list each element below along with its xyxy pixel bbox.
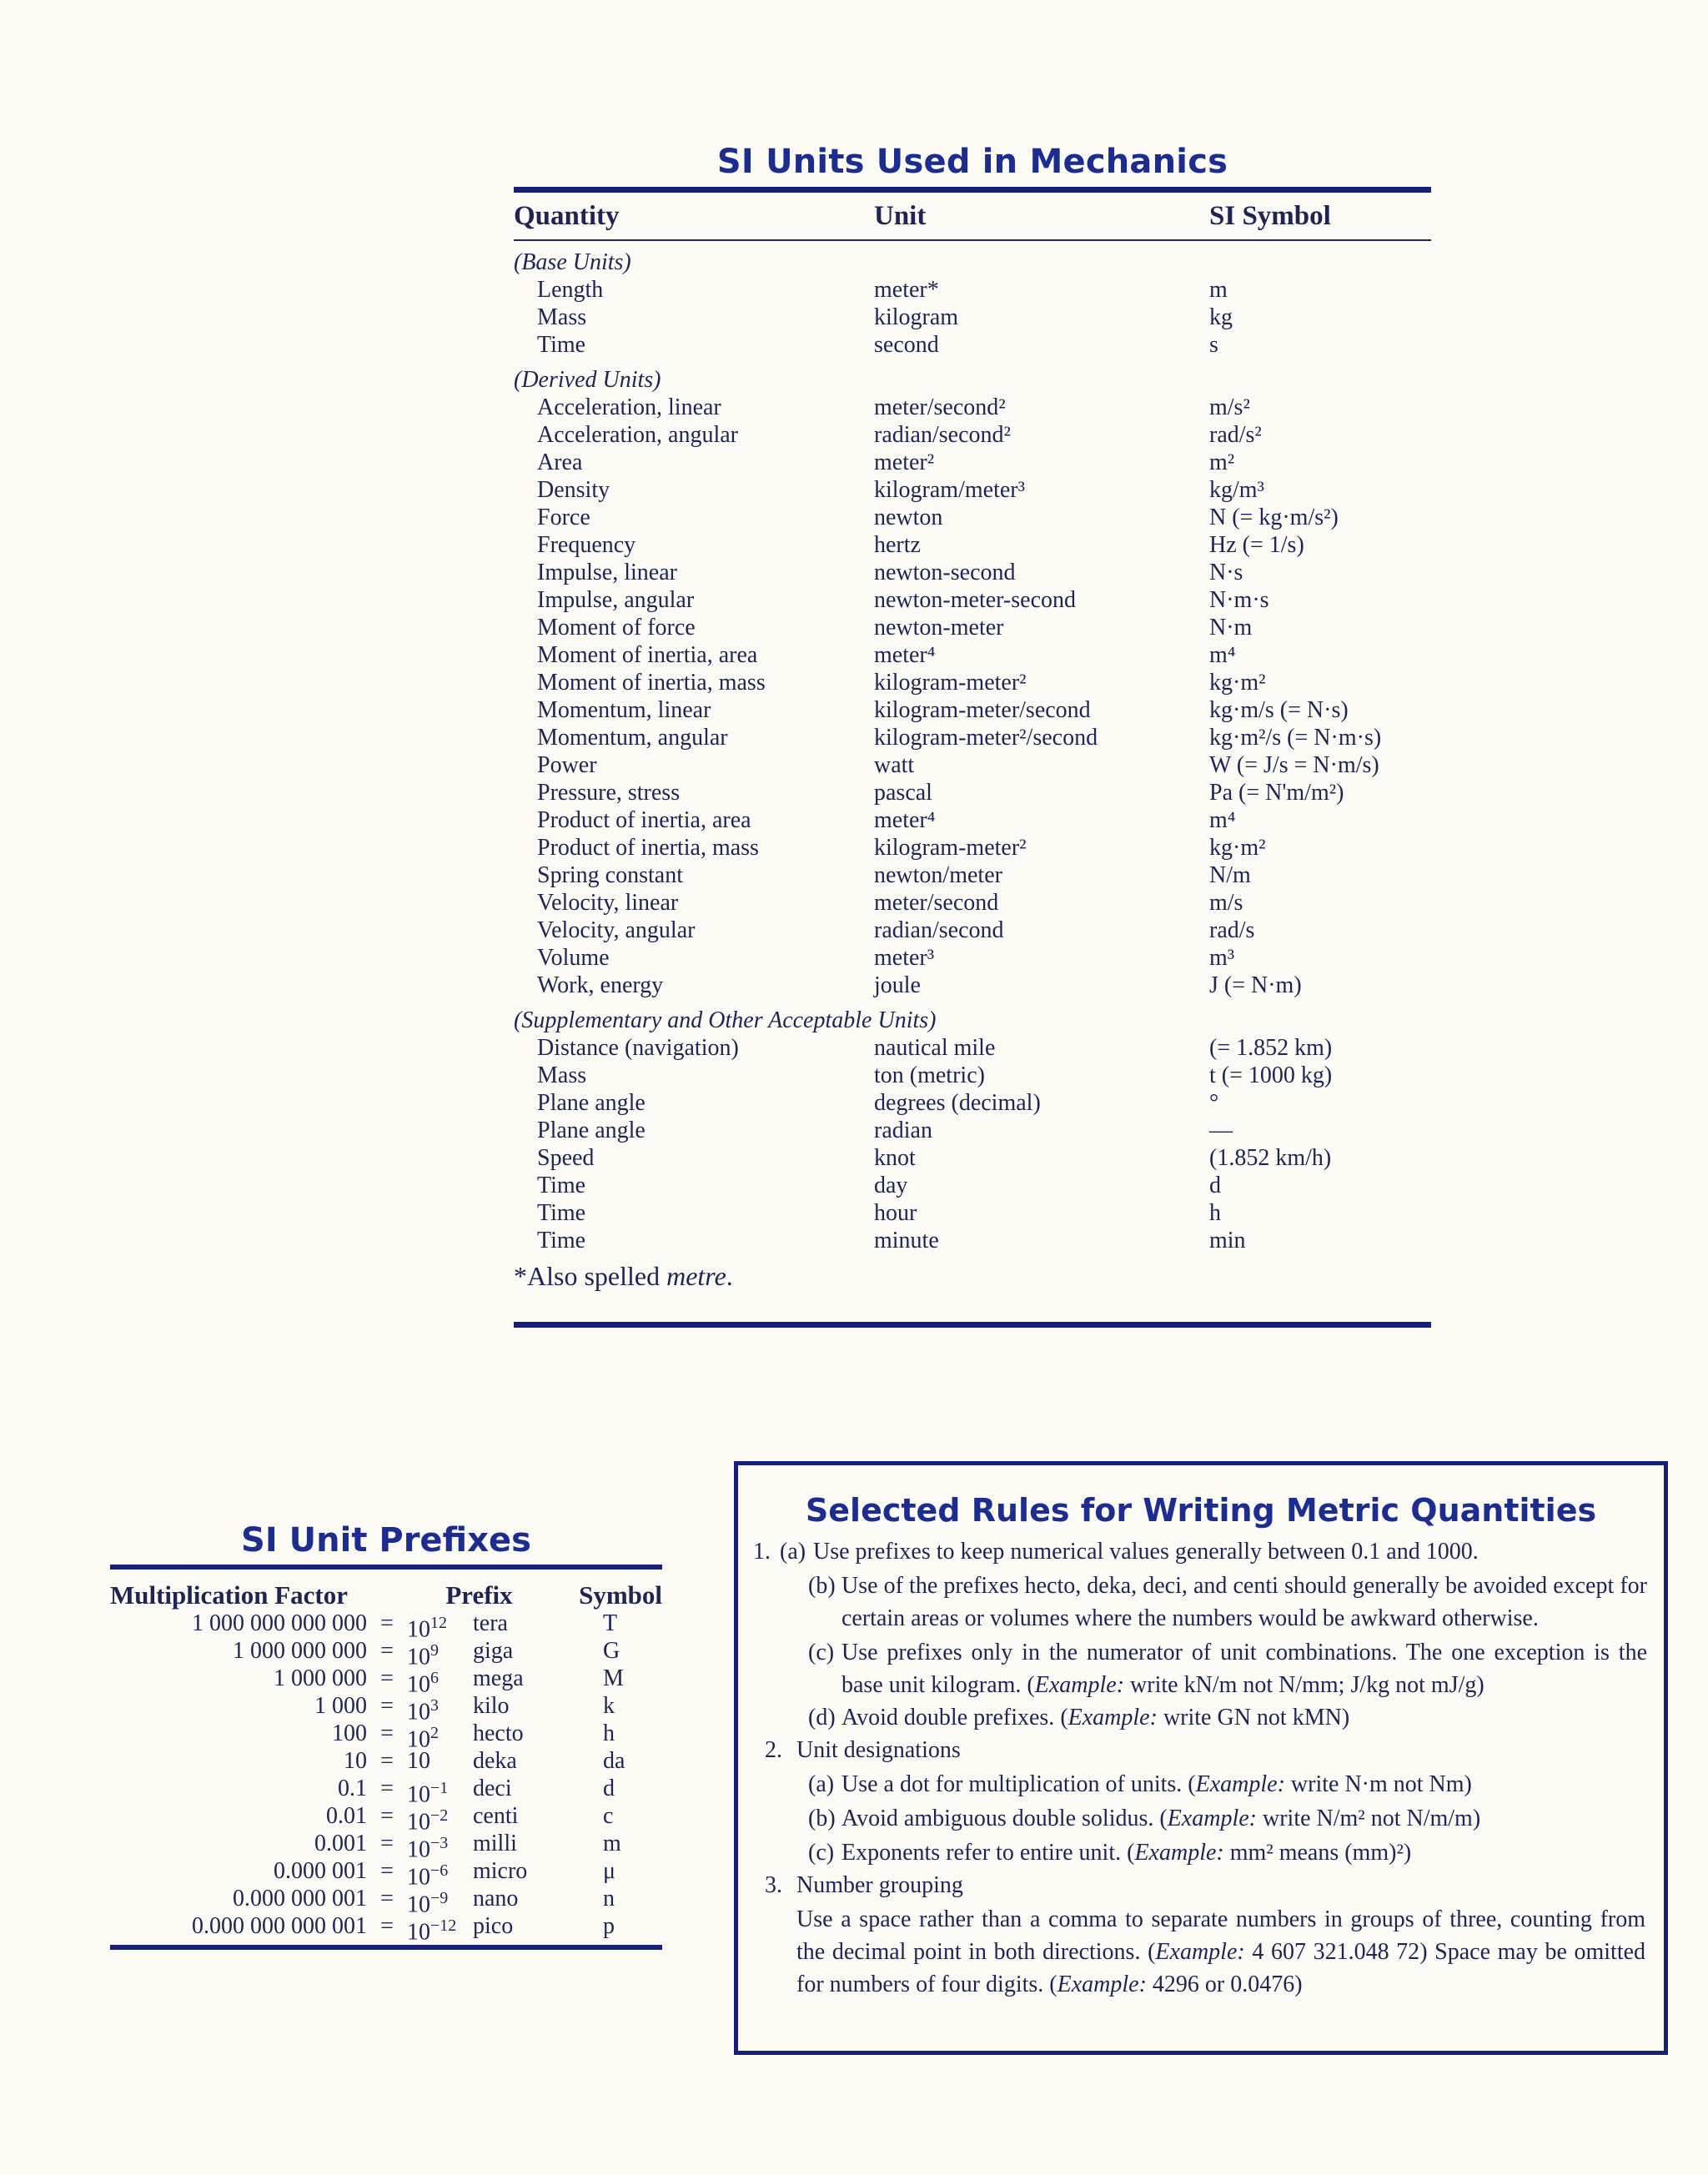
unit-cell: newton-meter	[874, 615, 1004, 640]
rule-2a-example-label: Example:	[1195, 1771, 1285, 1797]
equals-sign: =	[380, 1886, 394, 1911]
exponent: −9	[430, 1889, 449, 1907]
symbol-cell: Hz (= 1/s)	[1209, 532, 1304, 558]
prefix-row	[110, 1747, 662, 1775]
rule-1c-text: Use prefixes only in the numerator of unit combinations. The one exception is the base unit kilogram.	[841, 1640, 1647, 1698]
power-cell: $10^{12}$	[407, 1614, 447, 1643]
rule-2a: (a) Use a dot for multiplication of units. (Example: write N·m not Nm)	[841, 1768, 1647, 1801]
unit-cell: meter⁴	[874, 807, 936, 833]
unit-cell: kilogram-meter²	[874, 835, 1027, 861]
prefix-symbol-cell: T	[603, 1610, 618, 1636]
prefix-row	[110, 1912, 662, 1946]
unit-cell: newton	[874, 505, 943, 530]
rule-3-body: Use a space rather than a comma to separate numbers in groups of three, counting from the decimal point in both directions.	[796, 1906, 1645, 1965]
equals-sign: =	[380, 1693, 394, 1719]
symbol-cell: m⁴	[1209, 642, 1236, 668]
rule-2b-text: Avoid ambiguous double solidus.	[841, 1806, 1154, 1831]
unit-cell: radian/second	[874, 917, 1004, 943]
prefix-row	[110, 1885, 662, 1918]
unit-cell: second	[874, 332, 939, 358]
quantity-cell: Impulse, angular	[537, 587, 695, 613]
symbol-cell: m²	[1209, 450, 1235, 475]
table-row	[514, 531, 1431, 559]
symbol-cell: m/s	[1209, 890, 1243, 916]
table-row	[514, 972, 1431, 999]
table-bottom-rule	[514, 1322, 1431, 1328]
rule-3-example: 4 607 321.048 72	[1252, 1939, 1420, 1965]
quantity-cell: Volume	[537, 945, 610, 971]
prefix-name-cell: deka	[473, 1748, 517, 1774]
table-row	[514, 421, 1431, 449]
rule-2b-example-label: Example:	[1167, 1806, 1257, 1831]
power-cell: $10^2$	[407, 1724, 439, 1753]
table-row	[514, 1227, 1431, 1254]
prefix-rows	[110, 1610, 662, 1946]
prefix-name-cell: pico	[473, 1913, 514, 1939]
power-cell: $10^{-6}$	[407, 1861, 449, 1891]
quantity-cell: Plane angle	[537, 1090, 646, 1116]
group-derived-units: (Derived Units)	[514, 367, 661, 393]
symbol-cell: (1.852 km/h)	[1209, 1145, 1332, 1171]
prefix-symbol-cell: M	[603, 1665, 624, 1691]
symbol-cell: kg·m²	[1209, 670, 1266, 696]
table-row	[514, 861, 1431, 889]
table-row	[514, 504, 1431, 531]
unit-cell: meter/second	[874, 890, 999, 916]
unit-cell: hour	[874, 1200, 917, 1226]
rule-3-text: Use a space rather than a comma to separate numbers in groups of three, counting from the decimal point in both directions. (Example: 4 607 321.048 72) Space may be omitted for numbers of four digits. (Example: 4296 or 0.0476)	[796, 1906, 1646, 1997]
header-multiplication-factor: Multiplication Factor	[110, 1580, 348, 1610]
prefix-symbol-cell: d	[603, 1776, 615, 1801]
table-row	[514, 751, 1431, 779]
unit-cell: kilogram	[874, 304, 959, 330]
table-row	[514, 476, 1431, 504]
power-cell: 10	[407, 1748, 430, 1774]
table-row	[514, 889, 1431, 917]
table-header-row	[514, 193, 1431, 239]
exponent: 12	[430, 1614, 447, 1632]
unit-cell: meter³	[874, 945, 935, 971]
exponent: −1	[430, 1779, 449, 1797]
prefix-symbol-cell: m	[603, 1831, 621, 1856]
exponent: −6	[430, 1861, 449, 1880]
equals-sign: =	[380, 1776, 394, 1801]
equals-sign: =	[380, 1831, 394, 1856]
header-prefix: Prefix	[445, 1580, 513, 1610]
table-row	[514, 1062, 1431, 1089]
prefix-row	[110, 1692, 662, 1725]
unit-cell: day	[874, 1173, 908, 1198]
factor-cell: 1 000 000	[274, 1665, 367, 1691]
table-row	[514, 394, 1431, 421]
unit-cell: kilogram-meter/second	[874, 697, 1091, 723]
prefixes-bottom-rule	[110, 1945, 662, 1950]
symbol-cell: N·m	[1209, 615, 1253, 640]
table-row	[514, 1199, 1431, 1227]
unit-cell: ton (metric)	[874, 1062, 985, 1088]
rule-3-example2: 4296 or 0.0476	[1152, 1972, 1295, 1997]
symbol-cell: N·m·s	[1209, 587, 1269, 613]
rule-1c: (c) Use prefixes only in the numerator of unit combinations. The one exception is the base unit kilogram. (Example: write kN/m not N/mm; J/kg not mJ/g)	[841, 1636, 1647, 1701]
unit-cell: meter/second²	[874, 394, 1006, 420]
rule-1c-label: (c)	[808, 1640, 835, 1665]
prefix-name-cell: centi	[473, 1803, 519, 1829]
quantity-cell: Work, energy	[537, 972, 664, 998]
quantity-cell: Plane angle	[537, 1118, 646, 1143]
table-row	[514, 806, 1431, 834]
quantity-cell: Moment of inertia, area	[537, 642, 758, 668]
supplementary-units-rows	[514, 1034, 1431, 1254]
symbol-cell: rad/s	[1209, 917, 1255, 943]
exponent: 3	[430, 1696, 439, 1715]
symbol-cell: s	[1209, 332, 1218, 358]
quantity-cell: Spring constant	[537, 862, 683, 888]
equals-sign: =	[380, 1665, 394, 1691]
header-prefix-symbol: Symbol	[579, 1580, 662, 1610]
prefix-symbol-cell: da	[603, 1748, 625, 1774]
table-row	[514, 586, 1431, 614]
quantity-cell: Velocity, angular	[537, 917, 696, 943]
unit-cell: joule	[874, 972, 921, 998]
prefix-symbol-cell: h	[603, 1720, 615, 1746]
prefix-name-cell: micro	[473, 1858, 528, 1884]
quantity-cell: Product of inertia, mass	[537, 835, 759, 861]
rule-2c-label: (c)	[808, 1840, 835, 1866]
symbol-cell: J (= N·m)	[1209, 972, 1302, 998]
equals-sign: =	[380, 1720, 394, 1746]
table-top-rule	[514, 187, 1431, 193]
rule-1b	[808, 1570, 1647, 1635]
quantity-cell: Time	[537, 1228, 586, 1253]
quantity-cell: Impulse, linear	[537, 560, 677, 585]
table-row	[514, 696, 1431, 724]
header-unit: Unit	[874, 200, 927, 231]
prefix-name-cell: deci	[473, 1776, 512, 1801]
symbol-cell: Pa (= N'm/m²)	[1209, 780, 1344, 806]
quantity-cell: Time	[537, 332, 586, 358]
rule-3-body-2: Space may be omitted for numbers of four digits.	[796, 1939, 1646, 1997]
prefix-row	[110, 1610, 662, 1643]
prefix-row	[110, 1720, 662, 1753]
unit-cell: newton-meter-second	[874, 587, 1077, 613]
factor-cell: 0.01	[326, 1803, 367, 1829]
rule-2	[765, 1734, 1602, 1766]
quantity-cell: Force	[537, 505, 590, 530]
prefix-row	[110, 1665, 662, 1698]
rule-1c-example-label: Example:	[1034, 1672, 1125, 1698]
rule-1a	[753, 1535, 1577, 1568]
rule-1b-text: Use of the prefixes hecto, deka, deci, and centi should generally be avoided except for certain areas or volumes where the numbers would be awkward otherwise.	[841, 1573, 1647, 1631]
power-cell: $10^3$	[407, 1696, 439, 1725]
factor-cell: 0.000 001	[274, 1858, 367, 1884]
unit-cell: kilogram-meter²/second	[874, 725, 1098, 751]
prefix-name-cell: tera	[473, 1610, 508, 1636]
table-row	[514, 834, 1431, 861]
rule-1a-text: Use prefixes to keep numerical values generally between 0.1 and 1000.	[813, 1539, 1479, 1565]
quantity-cell: Distance (navigation)	[537, 1035, 739, 1061]
rule-3	[765, 1869, 1602, 1901]
quantity-cell: Length	[537, 277, 604, 303]
rule-1c-example: write kN/m not N/mm; J/kg not mJ/g	[1130, 1672, 1477, 1698]
rule-3-number: 3.	[765, 1872, 782, 1898]
unit-cell: degrees (decimal)	[874, 1090, 1041, 1116]
symbol-cell: m/s²	[1209, 394, 1250, 420]
rule-2a-example: write N·m not Nm	[1290, 1771, 1464, 1797]
unit-cell: radian	[874, 1118, 932, 1143]
prefix-symbol-cell: G	[603, 1638, 620, 1664]
quantity-cell: Time	[537, 1200, 586, 1226]
quantity-cell: Mass	[537, 1062, 587, 1088]
derived-units-rows	[514, 394, 1431, 999]
unit-cell: newton/meter	[874, 862, 1002, 888]
prefix-symbol-cell: c	[603, 1803, 614, 1829]
symbol-cell: m⁴	[1209, 807, 1236, 833]
unit-cell: pascal	[874, 780, 932, 806]
quantity-cell: Velocity, linear	[537, 890, 679, 916]
unit-cell: nautical mile	[874, 1035, 996, 1061]
quantity-cell: Moment of force	[537, 615, 696, 640]
rules-title: Selected Rules for Writing Metric Quantities	[805, 1492, 1597, 1529]
header-rule	[514, 239, 1431, 241]
prefixes-title: SI Unit Prefixes	[241, 1521, 531, 1560]
rule-1-number: 1.	[753, 1539, 771, 1565]
power-cell: $10^6$	[407, 1669, 439, 1698]
rule-2c-example: mm² means (mm)²	[1229, 1840, 1404, 1866]
group-base-units: (Base Units)	[514, 249, 631, 275]
unit-cell: radian/second²	[874, 422, 1011, 448]
table-row	[514, 724, 1431, 751]
quantity-cell: Frequency	[537, 532, 636, 558]
symbol-cell: W (= J/s = N·m/s)	[1209, 752, 1379, 778]
symbol-cell: (= 1.852 km)	[1209, 1035, 1333, 1061]
rule-1d-example-label: Example:	[1068, 1705, 1158, 1730]
rule-2b-label: (b)	[808, 1806, 836, 1831]
symbol-cell: min	[1209, 1228, 1246, 1253]
quantity-cell: Pressure, stress	[537, 780, 681, 806]
equals-sign: =	[380, 1913, 394, 1939]
header-quantity: Quantity	[514, 200, 620, 231]
exponent: 6	[430, 1669, 439, 1687]
prefix-symbol-cell: k	[603, 1693, 615, 1719]
quantity-cell: Speed	[537, 1145, 595, 1171]
prefix-name-cell: nano	[473, 1886, 519, 1911]
si-units-table	[514, 140, 1431, 1328]
metric-rules-box	[734, 1461, 1668, 2055]
symbol-cell: kg·m²	[1209, 835, 1266, 861]
rule-2c-example-label: Example:	[1134, 1840, 1224, 1866]
prefix-symbol-cell: n	[603, 1886, 615, 1911]
table-row	[514, 1034, 1431, 1062]
unit-cell: kilogram/meter³	[874, 477, 1026, 503]
exponent: −3	[430, 1834, 449, 1852]
equals-sign: =	[380, 1748, 394, 1774]
table-row	[514, 559, 1431, 586]
symbol-cell: N·s	[1209, 560, 1243, 585]
table-row	[514, 304, 1431, 331]
rule-2c: (c) Exponents refer to entire unit. (Example: mm² means (mm)²)	[841, 1836, 1647, 1869]
prefix-name-cell: kilo	[473, 1693, 510, 1719]
table-row	[514, 331, 1431, 359]
equals-sign: =	[380, 1803, 394, 1829]
power-cell: $10^{-3}$	[407, 1834, 449, 1863]
quantity-cell: Area	[537, 450, 583, 475]
table-row	[514, 449, 1431, 476]
prefixes-top-rule	[110, 1565, 662, 1570]
factor-cell: 0.000 000 000 001	[192, 1913, 367, 1939]
rule-2b-example: write N/m² not N/m/m	[1263, 1806, 1473, 1831]
prefix-name-cell: giga	[473, 1638, 514, 1664]
table-row	[514, 641, 1431, 669]
table-row	[514, 1172, 1431, 1199]
prefix-symbol-cell: p	[603, 1913, 615, 1939]
rule-2-title: Unit designations	[796, 1737, 961, 1763]
prefix-name-cell: hecto	[473, 1720, 524, 1746]
prefix-row	[110, 1637, 662, 1670]
unit-cell: newton-second	[874, 560, 1016, 585]
group-supplementary-units: (Supplementary and Other Acceptable Units)	[514, 1007, 937, 1033]
factor-cell: 10	[344, 1748, 367, 1774]
power-cell: $10^{-9}$	[407, 1889, 449, 1918]
symbol-cell: rad/s²	[1209, 422, 1262, 448]
unit-cell: kilogram-meter²	[874, 670, 1027, 696]
factor-cell: 0.1	[338, 1776, 367, 1801]
quantity-cell: Momentum, linear	[537, 697, 711, 723]
unit-cell: meter²	[874, 450, 935, 475]
quantity-cell: Acceleration, linear	[537, 394, 721, 420]
unit-cell: meter⁴	[874, 642, 936, 668]
rule-1d: (d) Avoid double prefixes. (Example: write GN not kMN)	[841, 1701, 1647, 1734]
power-cell: $10^9$	[407, 1641, 439, 1670]
quantity-cell: Mass	[537, 304, 587, 330]
rule-1d-text: Avoid double prefixes.	[841, 1705, 1055, 1730]
symbol-cell: N/m	[1209, 862, 1251, 888]
factor-cell: 100	[332, 1720, 367, 1746]
unit-cell: meter*	[874, 277, 939, 303]
base-units-rows	[514, 276, 1431, 359]
quantity-cell: Time	[537, 1173, 586, 1198]
rules-body	[738, 1535, 1664, 2001]
rule-2a-label: (a)	[808, 1771, 835, 1797]
symbol-cell: h	[1209, 1200, 1221, 1226]
equals-sign: =	[380, 1638, 394, 1664]
exponent: 2	[430, 1724, 439, 1742]
power-cell: $10^{-12}$	[407, 1916, 457, 1946]
table-row	[514, 614, 1431, 641]
factor-cell: 1 000 000 000	[233, 1638, 367, 1664]
prefix-symbol-cell: μ	[603, 1858, 616, 1884]
footnote-italic: metre	[666, 1261, 726, 1291]
exponent: 9	[430, 1641, 439, 1660]
rule-2b: (b) Avoid ambiguous double solidus. (Example: write N/m² not N/m/m)	[841, 1802, 1647, 1835]
prefix-row	[110, 1830, 662, 1863]
symbol-cell: °	[1209, 1090, 1219, 1116]
prefix-row	[110, 1857, 662, 1891]
symbol-cell: kg/m³	[1209, 477, 1264, 503]
factor-cell: 0.001	[314, 1831, 367, 1856]
symbol-cell: kg·m²/s (= N·m·s)	[1209, 725, 1382, 751]
rule-1a-label: (a)	[780, 1539, 806, 1565]
prefix-row	[110, 1775, 662, 1808]
rule-2-number: 2.	[765, 1737, 782, 1763]
symbol-cell: t (= 1000 kg)	[1209, 1062, 1333, 1088]
symbol-cell: d	[1209, 1173, 1221, 1198]
header-symbol: SI Symbol	[1209, 200, 1331, 231]
si-prefixes-table	[110, 1519, 662, 1950]
prefixes-header-row	[110, 1581, 662, 1610]
symbol-cell: kg·m/s (= N·s)	[1209, 697, 1349, 723]
factor-cell: 0.000 000 001	[233, 1886, 367, 1911]
table-row	[514, 1144, 1431, 1172]
power-cell: $10^{-1}$	[407, 1779, 449, 1808]
quantity-cell: Product of inertia, area	[537, 807, 751, 833]
unit-cell: knot	[874, 1145, 916, 1171]
prefix-row	[110, 1802, 662, 1836]
equals-sign: =	[380, 1610, 394, 1636]
exponent: −2	[430, 1806, 449, 1825]
rule-3-title: Number grouping	[796, 1872, 963, 1898]
prefix-name-cell: milli	[473, 1831, 517, 1856]
table-row	[514, 917, 1431, 944]
quantity-cell: Density	[537, 477, 610, 503]
factor-cell: 1 000	[314, 1693, 367, 1719]
table-row	[514, 276, 1431, 304]
equals-sign: =	[380, 1858, 394, 1884]
quantity-cell: Moment of inertia, mass	[537, 670, 766, 696]
footnote: *Also spelled metre.	[514, 1261, 733, 1291]
exponent: −12	[430, 1916, 457, 1935]
rule-2c-text: Exponents refer to entire unit.	[841, 1840, 1122, 1866]
unit-cell: hertz	[874, 532, 921, 558]
symbol-cell: N (= kg·m/s²)	[1209, 505, 1339, 530]
unit-cell: watt	[874, 752, 915, 778]
symbol-cell: m³	[1209, 945, 1235, 971]
symbol-cell: m	[1209, 277, 1228, 303]
rule-1b-label: (b)	[808, 1573, 836, 1599]
table-row	[514, 1117, 1431, 1144]
quantity-cell: Acceleration, angular	[537, 422, 738, 448]
prefix-name-cell: mega	[473, 1665, 524, 1691]
symbol-cell: —	[1209, 1118, 1233, 1143]
quantity-cell: Momentum, angular	[537, 725, 728, 751]
quantity-cell: Power	[537, 752, 597, 778]
rule-1d-example: write GN not kMN	[1163, 1705, 1342, 1730]
rule-3-example2-label: Example:	[1057, 1972, 1147, 1997]
symbol-cell: kg	[1209, 304, 1233, 330]
factor-cell: 1 000 000 000 000	[192, 1610, 367, 1636]
unit-cell: minute	[874, 1228, 939, 1253]
rule-2a-text: Use a dot for multiplication of units.	[841, 1771, 1183, 1797]
table-row	[514, 944, 1431, 972]
table-row	[514, 1089, 1431, 1117]
table-row	[514, 779, 1431, 806]
rule-3-example-label: Example:	[1155, 1939, 1245, 1965]
rule-1d-label: (d)	[808, 1705, 836, 1730]
power-cell: $10^{-2}$	[407, 1806, 449, 1836]
si-units-title: SI Units Used in Mechanics	[716, 143, 1228, 181]
table-row	[514, 669, 1431, 696]
